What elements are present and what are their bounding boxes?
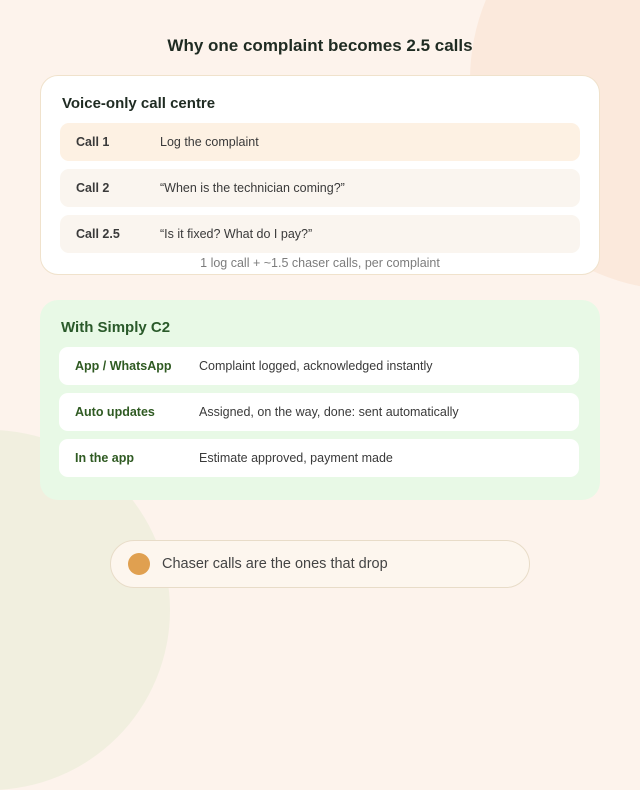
c2-row-label: In the app	[75, 451, 135, 465]
callout-text: Chaser calls are the ones that drop	[162, 556, 388, 572]
voice-row-label: Call 1	[76, 135, 110, 149]
c2-row-label: App / WhatsApp	[75, 359, 172, 373]
voice-row-label: Call 2	[76, 181, 110, 195]
c2-row-in-the-app	[59, 439, 579, 477]
c2-row-text: Estimate approved, payment made	[199, 451, 393, 465]
callout-pill	[110, 540, 530, 588]
voice-panel-heading: Voice-only call centre	[62, 95, 216, 112]
c2-row-auto-updates	[59, 393, 579, 431]
voice-row-call-2-5	[60, 215, 580, 253]
c2-panel-heading: With Simply C2	[61, 319, 171, 336]
voice-row-label: Call 2.5	[76, 227, 120, 241]
c2-row-app-whatsapp	[59, 347, 579, 385]
voice-row-text: Log the complaint	[160, 135, 259, 149]
voice-only-panel	[40, 75, 600, 275]
dot-icon	[128, 553, 150, 575]
simply-c2-panel	[40, 300, 600, 500]
page-title: Why one complaint becomes 2.5 calls	[167, 36, 473, 55]
voice-row-text: “When is the technician coming?”	[160, 181, 345, 195]
voice-row-call-2	[60, 169, 580, 207]
c2-row-text: Assigned, on the way, done: sent automatically	[199, 405, 459, 419]
voice-row-text: “Is it fixed? What do I pay?”	[160, 227, 313, 241]
c2-row-text: Complaint logged, acknowledged instantly	[199, 359, 433, 373]
c2-row-label: Auto updates	[75, 405, 155, 419]
voice-row-call-1	[60, 123, 580, 161]
voice-panel-footnote: 1 log call + ~1.5 chaser calls, per complaint	[200, 256, 440, 270]
